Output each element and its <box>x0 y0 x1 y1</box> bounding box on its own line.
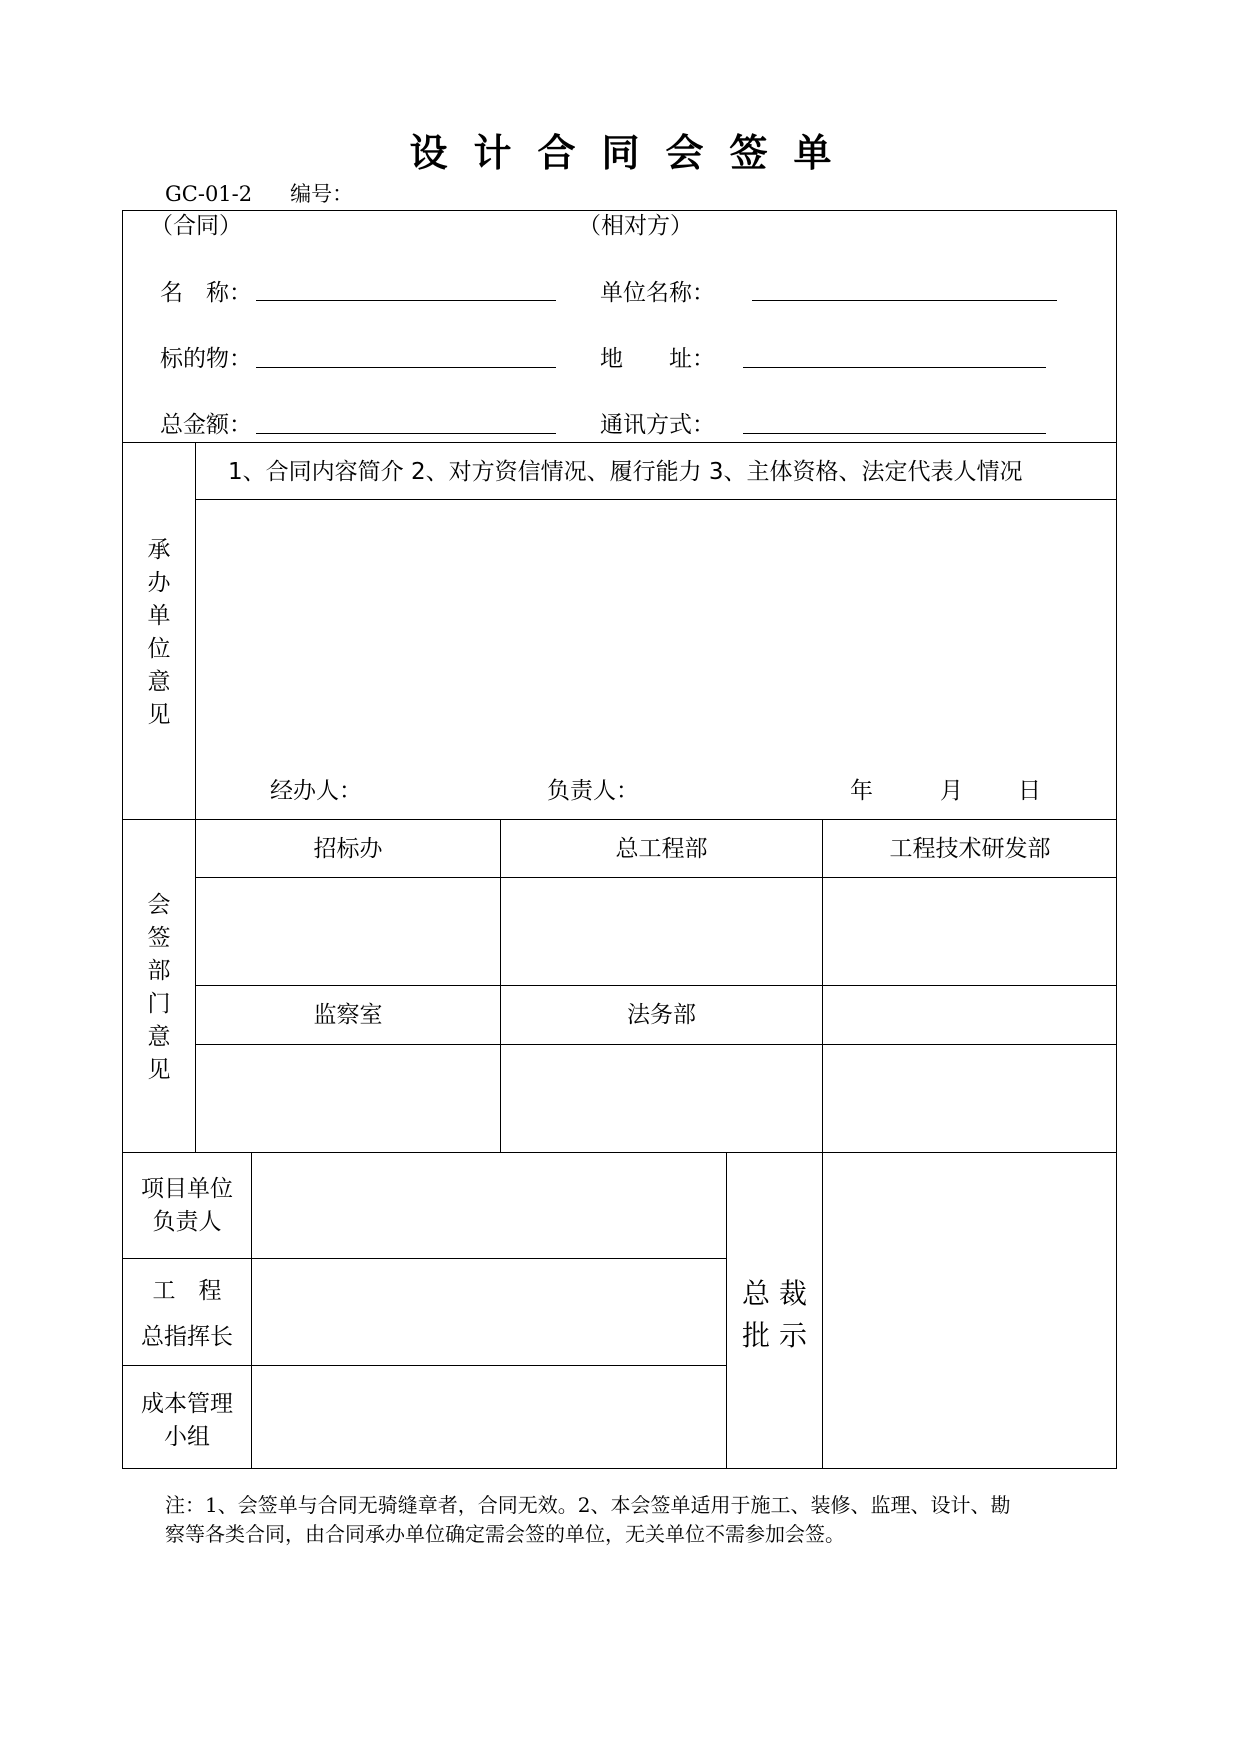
divider <box>195 985 1117 986</box>
project-lead-label-line1: 项目单位 <box>141 1176 233 1202</box>
handler-label: 经办人： <box>270 778 362 804</box>
president-approval-cell[interactable] <box>823 1153 1117 1469</box>
address-field[interactable] <box>743 367 1046 368</box>
name-field[interactable] <box>256 300 556 301</box>
year-label: 年 <box>850 778 873 804</box>
day-label: 日 <box>1018 778 1041 804</box>
amount-label: 总金额： <box>160 412 252 438</box>
note-line2: 察等各类合同，由合同承办单位确定需会签的单位，无关单位不需参加会签。 <box>165 1522 845 1546</box>
amount-field[interactable] <box>256 433 556 434</box>
tendering-opinion-cell[interactable] <box>196 878 500 984</box>
subject-field[interactable] <box>256 367 556 368</box>
supervision-opinion-cell[interactable] <box>196 1045 500 1151</box>
divider <box>726 1152 727 1469</box>
unit-name-label: 单位名称： <box>600 280 715 306</box>
project-lead-label-line2: 负责人 <box>152 1209 222 1235</box>
cost-group-signature-cell[interactable] <box>252 1366 726 1469</box>
contract-label: （合同） <box>150 213 242 239</box>
month-label: 月 <box>940 778 963 804</box>
form-title: 设计合同会签单 <box>409 131 858 175</box>
general-engineering-opinion-cell[interactable] <box>501 878 822 984</box>
counterparty-label: （相对方） <box>578 213 693 239</box>
form-code-line <box>165 184 353 205</box>
countersign-side-label: 会签部门意见 <box>147 892 171 1083</box>
undertaking-opinion-area[interactable] <box>196 500 1116 770</box>
dept-general-engineering: 总工程部 <box>615 836 708 862</box>
undertaking-instruction: 1、合同内容简介 2、对方资信情况、履行能力 3、主体资格、法定代表人情况 <box>228 459 1023 485</box>
subject-label: 标的物： <box>160 346 252 372</box>
responsible-label: 负责人： <box>547 778 639 804</box>
contact-label: 通讯方式： <box>600 412 715 438</box>
undertaking-side-label: 承办单位意见 <box>147 537 171 728</box>
cost-group-label-line1: 成本管理 <box>141 1391 233 1417</box>
dept-legal: 法务部 <box>627 1002 696 1028</box>
project-lead-signature-cell[interactable] <box>252 1153 726 1258</box>
unit-name-field[interactable] <box>752 300 1057 301</box>
engineering-rnd-opinion-cell[interactable] <box>823 878 1117 984</box>
legal-opinion-cell[interactable] <box>501 1045 822 1151</box>
dept-tendering-office: 招标办 <box>313 836 383 862</box>
commander-signature-cell[interactable] <box>252 1259 726 1365</box>
divider <box>122 442 1117 443</box>
form-code: GC-01-2 <box>165 182 253 206</box>
cost-group-label-line2: 小组 <box>164 1424 210 1450</box>
president-label-line1: 总 裁 <box>742 1277 807 1310</box>
dept-supervision-office: 监察室 <box>313 1002 383 1028</box>
address-label: 地 址： <box>600 346 715 372</box>
contact-field[interactable] <box>743 433 1046 434</box>
form-number-label: 编号： <box>290 182 354 206</box>
commander-label-line2: 总指挥长 <box>141 1324 233 1350</box>
note-line1: 注：1、会签单与合同无骑缝章者，合同无效。2、本会签单适用于施工、装修、监理、设计、勘 <box>165 1493 1011 1517</box>
divider <box>122 819 1117 820</box>
president-label-line2: 批 示 <box>742 1319 807 1352</box>
commander-label-line1: 工 程 <box>152 1278 222 1304</box>
name-label: 名 称： <box>160 280 252 306</box>
dept-engineering-rnd: 工程技术研发部 <box>889 836 1051 862</box>
